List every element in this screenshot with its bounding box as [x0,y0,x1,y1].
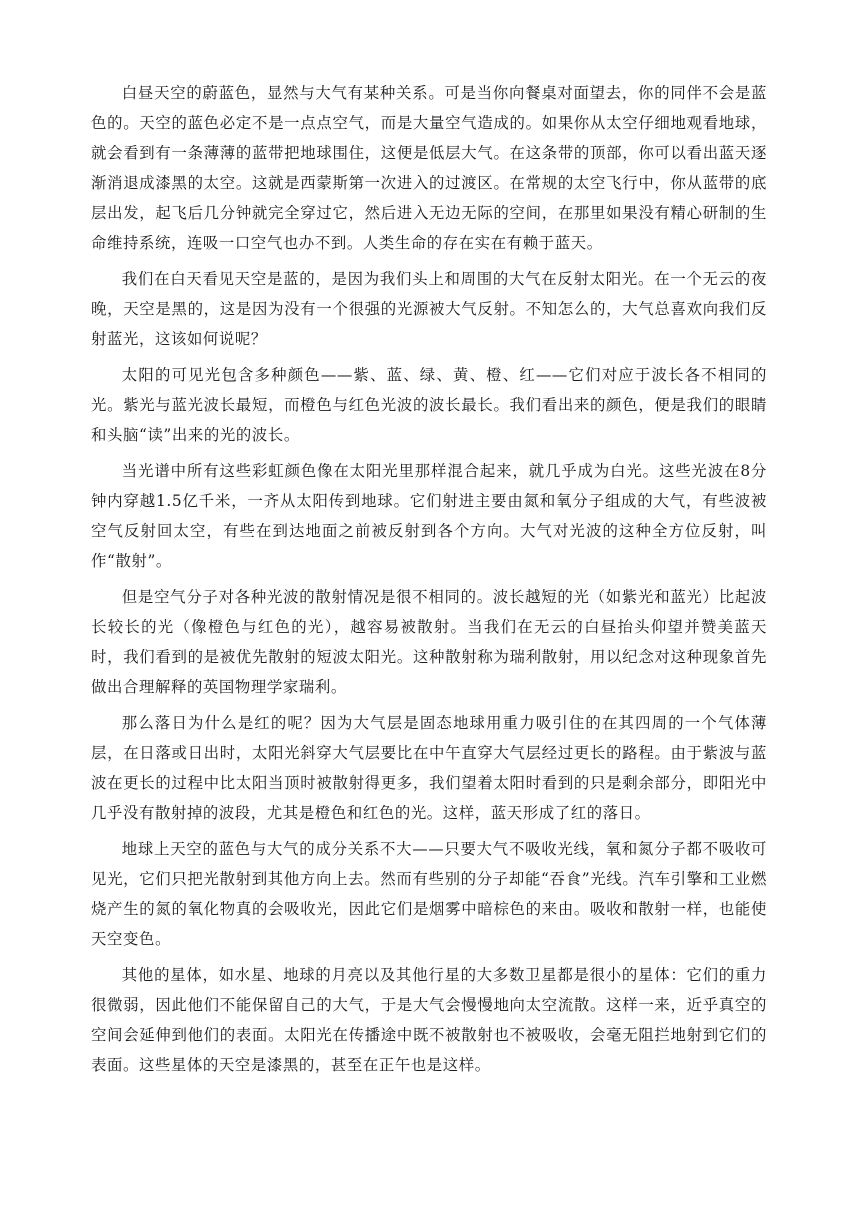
paragraph-3: 太阳的可见光包含多种颜色——紫、蓝、绿、黄、橙、红——它们对应于波长各不相同的光。紫光与蓝光波长最短，而橙色与红色光波的波长最长。我们看出来的颜色，便是我们的眼睛和头脑“读”出来的光的波长。 [91,366,767,444]
paragraph-7: 地球上天空的蓝色与大气的成分关系不大——只要大气不吸收光线，氧和氮分子都不吸收可见光，它们只把光散射到其他方向上去。然而有些别的分子却能“吞食”光线。汽车引擎和工业燃烧产生的氮的氧化物真的会吸收光，因此它们是烟雾中暗棕色的来由。吸收和散射一样，也能使天空变色。 [91,840,767,948]
paragraph-5: 但是空气分子对各种光波的散射情况是很不相同的。波长越短的光（如紫光和蓝光）比起波长较长的光（像橙色与红色的光），越容易被散射。当我们在无云的白昼抬头仰望并赞美蓝天时，我们看到的是被优先散射的短波太阳光。这种散射称为瑞利散射，用以纪念对这种现象首先做出合理解释的英国物理学家瑞利。 [91,588,767,696]
paragraph-4: 当光谱中所有这些彩虹颜色像在太阳光里那样混合起来，就几乎成为白光。这些光波在8分钟内穿越1.5亿千米，一齐从太阳传到地球。它们射进主要由氮和氧分子组成的大气，有些波被空气反射回太空，有些在到达地面之前被反射到各个方向。大气对光波的这种全方位反射，叫作“散射”。 [91,462,767,570]
paragraph-8: 其他的星体，如水星、地球的月亮以及其他行星的大多数卫星都是很小的星体：它们的重力很微弱，因此他们不能保留自己的大气，于是大气会慢慢地向太空流散。这样一来，近乎真空的空间会延伸到他们的表面。太阳光在传播途中既不被散射也不被吸收，会毫无阻拦地射到它们的表面。这些星体的天空是漆黑的，甚至在正午也是这样。 [91,966,767,1074]
paragraph-2: 我们在白天看见天空是蓝的，是因为我们头上和周围的大气在反射太阳光。在一个无云的夜晚，天空是黑的，这是因为没有一个很强的光源被大气反射。不知怎么的，大气总喜欢向我们反射蓝光，这该如何说呢？ [91,270,767,348]
paragraph-6: 那么落日为什么是红的呢？因为大气层是固态地球用重力吸引住的在其四周的一个气体薄层，在日落或日出时，太阳光斜穿大气层要比在中午直穿大气层经过更长的路程。由于紫波与蓝波在更长的过程中比太阳当顶时被散射得更多，我们望着太阳时看到的只是剩余部分，即阳光中几乎没有散射掉的波段，尤其是橙色和红色的光。这样，蓝天形成了红的落日。 [91,714,767,822]
article-body [91,78,767,1086]
paragraph-1: 白昼天空的蔚蓝色，显然与大气有某种关系。可是当你向餐桌对面望去，你的同伴不会是蓝色的。天空的蓝色必定不是一点点空气，而是大量空气造成的。如果你从太空仔细地观看地球，就会看到有一条薄薄的蓝带把地球围住，这便是低层大气。在这条带的顶部，你可以看出蓝天逐渐消退成漆黑的太空。这就是西蒙斯第一次进入的过渡区。在常规的太空飞行中，你从蓝带的底层出发，起飞后几分钟就完全穿过它，然后进入无边无际的空间，在那里如果没有精心研制的生命维持系统，连吸一口空气也办不到。人类生命的存在实在有赖于蓝天。 [91,84,767,252]
